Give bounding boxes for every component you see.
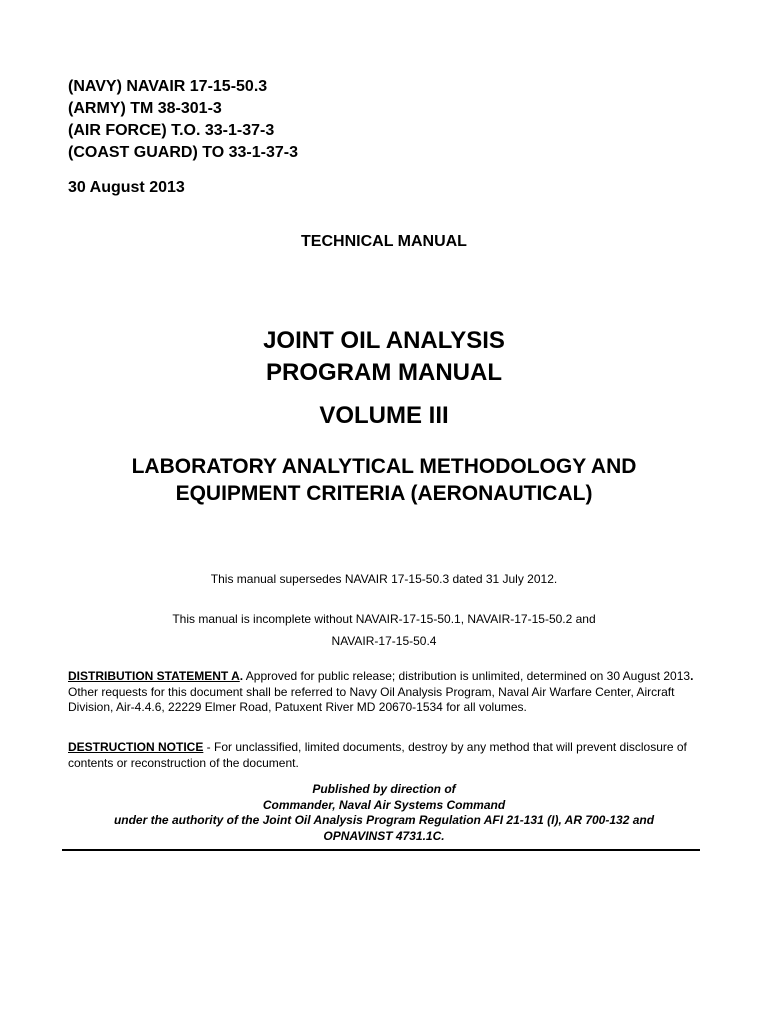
army-designation: (ARMY) TM 38-301-3	[68, 100, 222, 117]
air-force-designation: (AIR FORCE) T.O. 33-1-37-3	[68, 122, 275, 139]
distribution-year-punct: .	[690, 669, 694, 683]
destruction-label: DESTRUCTION NOTICE	[68, 740, 204, 754]
supersedes-note: This manual supersedes NAVAIR 17-15-50.3 dated 31 July 2012.	[210, 572, 558, 586]
subtitle-line-1: LABORATORY ANALYTICAL METHODOLOGY AND	[131, 455, 637, 478]
title-line-2: PROGRAM MANUAL	[266, 359, 502, 386]
published-line-3: under the authority of the Joint Oil Analysis Program Regulation AFI 21-131 (I), AR 700-132 and	[113, 813, 655, 827]
publication-date: 30 August 2013	[68, 179, 185, 196]
published-line-2: Commander, Naval Air Systems Command	[262, 797, 506, 812]
title-line-1: JOINT OIL ANALYSIS	[263, 327, 505, 354]
distribution-label-punct: .	[239, 669, 244, 683]
incomplete-note-line-2: NAVAIR-17-15-50.4	[331, 634, 437, 648]
publication-authority	[0, 782, 768, 844]
published-line-1: Published by direction of	[312, 782, 456, 796]
incomplete-note-line-1: This manual is incomplete without NAVAIR-17-15-50.1, NAVAIR-17-15-50.2 and	[172, 612, 596, 626]
document-type: TECHNICAL MANUAL	[301, 233, 467, 250]
volume-label: VOLUME III	[319, 402, 449, 429]
subtitle-line-2: EQUIPMENT CRITERIA (AERONAUTICAL)	[175, 482, 593, 505]
service-designations	[68, 76, 298, 164]
horizontal-rule	[62, 849, 700, 851]
destruction-notice	[68, 740, 698, 771]
distribution-text-part-1: Approved for public release; distribution is unlimited, determined on 30 August	[243, 669, 664, 683]
coast-guard-designation: (COAST GUARD) TO 33-1-37-3	[68, 144, 298, 161]
destruction-text: - For unclassified, limited documents, destroy by any method that will prevent disclosure of contents or reconstruction of the document.	[68, 740, 687, 770]
distribution-text-part-2: Other requests for this document shall be referred to Navy Oil Analysis Program, Naval Air Warfare Center, Aircraft Division, Air-4.4.6, 22229 Elmer Road, Patuxent River MD 20670-1534 for all volumes.	[68, 684, 675, 714]
distribution-year: 2013	[663, 669, 691, 683]
manual-subtitle	[60, 453, 708, 507]
navy-designation: (NAVY) NAVAIR 17-15-50.3	[68, 78, 268, 95]
published-line-4: OPNAVINST 4731.1C.	[323, 828, 445, 843]
distribution-label: DISTRIBUTION STATEMENT A	[68, 669, 240, 683]
manual-title	[0, 325, 768, 389]
distribution-statement	[68, 669, 698, 716]
